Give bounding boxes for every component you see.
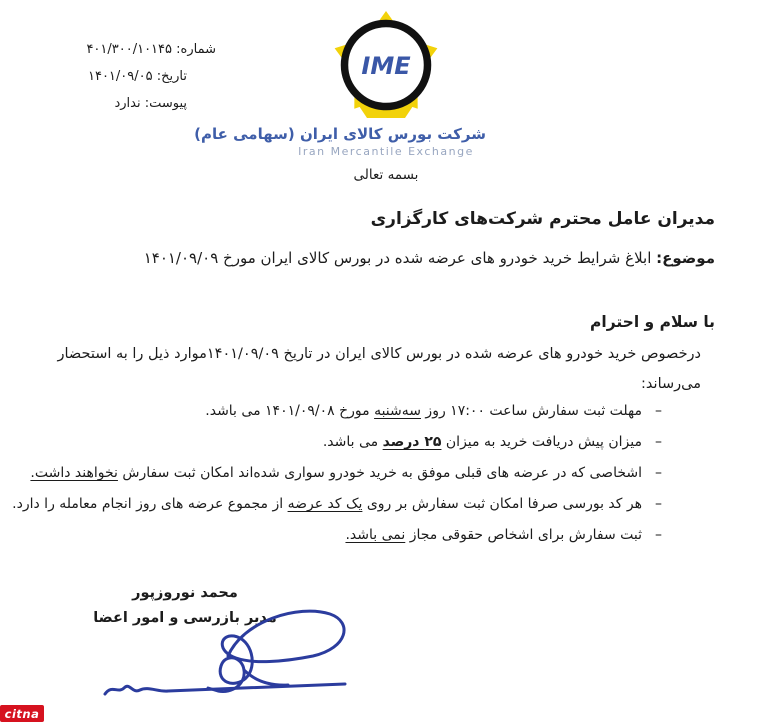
signer-title: مدیر بازرسی و امور اعضا: [93, 610, 277, 626]
citna-watermark: citna: [0, 705, 44, 722]
list-item: [12, 458, 662, 489]
bullet-text: [345, 520, 642, 551]
letter-attachment-label: پیوست:: [144, 96, 187, 111]
dash-marker: –: [655, 527, 662, 543]
recipient-heading: مدیران عامل محترم شرکت‌های کارگزاری: [370, 209, 715, 229]
list-item: [12, 489, 662, 520]
list-item: [12, 396, 662, 427]
list-item: [12, 427, 662, 458]
salutation: با سلام و احترام: [590, 313, 715, 331]
bullet-underlined: نمی باشد.: [345, 527, 406, 543]
ime-logo-icon: [331, 8, 441, 118]
letter-number-value: ۴۰۱/۳۰۰/۱۰۱۴۵: [86, 42, 173, 57]
bullet-text: [12, 489, 642, 520]
letter-date: [0, 63, 187, 90]
bullet-post: می باشد.: [322, 434, 383, 450]
bullet-text: [30, 458, 642, 489]
letter-attachment-value: ندارد: [114, 96, 141, 111]
bullet-pre: مهلت ثبت سفارش ساعت ۱۷:۰۰ روز: [420, 403, 642, 419]
handwritten-signature: [58, 596, 358, 718]
letter-attachment: [0, 90, 187, 117]
bullet-text: [205, 396, 642, 427]
bullet-underlined: ۲۵ درصد: [382, 434, 442, 450]
conditions-list: [12, 396, 662, 551]
bullet-underlined: سه‌شنبه: [374, 403, 421, 419]
signer-name: محمد نوروزپور: [132, 585, 238, 601]
letter-date-value: ۱۴۰۱/۰۹/۰۵: [87, 69, 153, 84]
subject-label: موضوع:: [656, 249, 715, 267]
bullet-underlined: یک کد عرضه: [287, 496, 363, 512]
intro-paragraph: [57, 339, 701, 399]
subject-line: [144, 249, 715, 267]
subject-text: ابلاغ شرایط خرید خودرو های عرضه شده در بورس کالای ایران مورخ ۱۴۰۱/۰۹/۰۹: [143, 249, 657, 267]
bullet-post: مورخ ۱۴۰۱/۰۹/۰۸ می باشد.: [205, 403, 375, 419]
besmeh-taali: بسمه تعالی: [353, 167, 419, 183]
letter-number-label: شماره:: [176, 42, 216, 57]
bullet-pre: ثبت سفارش برای اشخاص حقوقی مجاز: [405, 527, 642, 543]
dash-marker: –: [655, 403, 662, 419]
letter-number: [0, 36, 216, 63]
company-name-fa: شرکت بورس کالای ایران (سهامی عام): [194, 125, 486, 143]
dash-marker: –: [655, 496, 662, 512]
intro-line-2: می‌رساند:: [641, 376, 701, 392]
intro-line-1: درخصوص خرید خودرو های عرضه شده در بورس کالای ایران در تاریخ ۱۴۰۱/۰۹/۰۹موارد ذیل را به استحضار: [57, 346, 701, 362]
bullet-pre: میزان پیش دریافت خرید به میزان: [441, 434, 642, 450]
dash-marker: –: [655, 465, 662, 481]
company-name-en: Iran Mercantile Exchange: [298, 145, 474, 158]
ime-monogram: IME: [361, 52, 411, 80]
bullet-underlined: نخواهند داشت.: [30, 465, 118, 481]
bullet-text: [323, 427, 642, 458]
letter-date-label: تاریخ:: [156, 69, 187, 84]
dash-marker: –: [655, 434, 662, 450]
letter-meta: [0, 36, 216, 117]
list-item: [12, 520, 662, 551]
bullet-post: از مجموع عرضه های روز انجام معامله را دارد.: [12, 496, 288, 512]
bullet-pre: هر کد بورسی صرفا امکان ثبت سفارش بر روی: [362, 496, 642, 512]
bullet-pre: اشخاصی که در عرضه های قبلی موفق به خرید خودرو سواری شده‌اند امکان ثبت سفارش: [117, 465, 642, 481]
